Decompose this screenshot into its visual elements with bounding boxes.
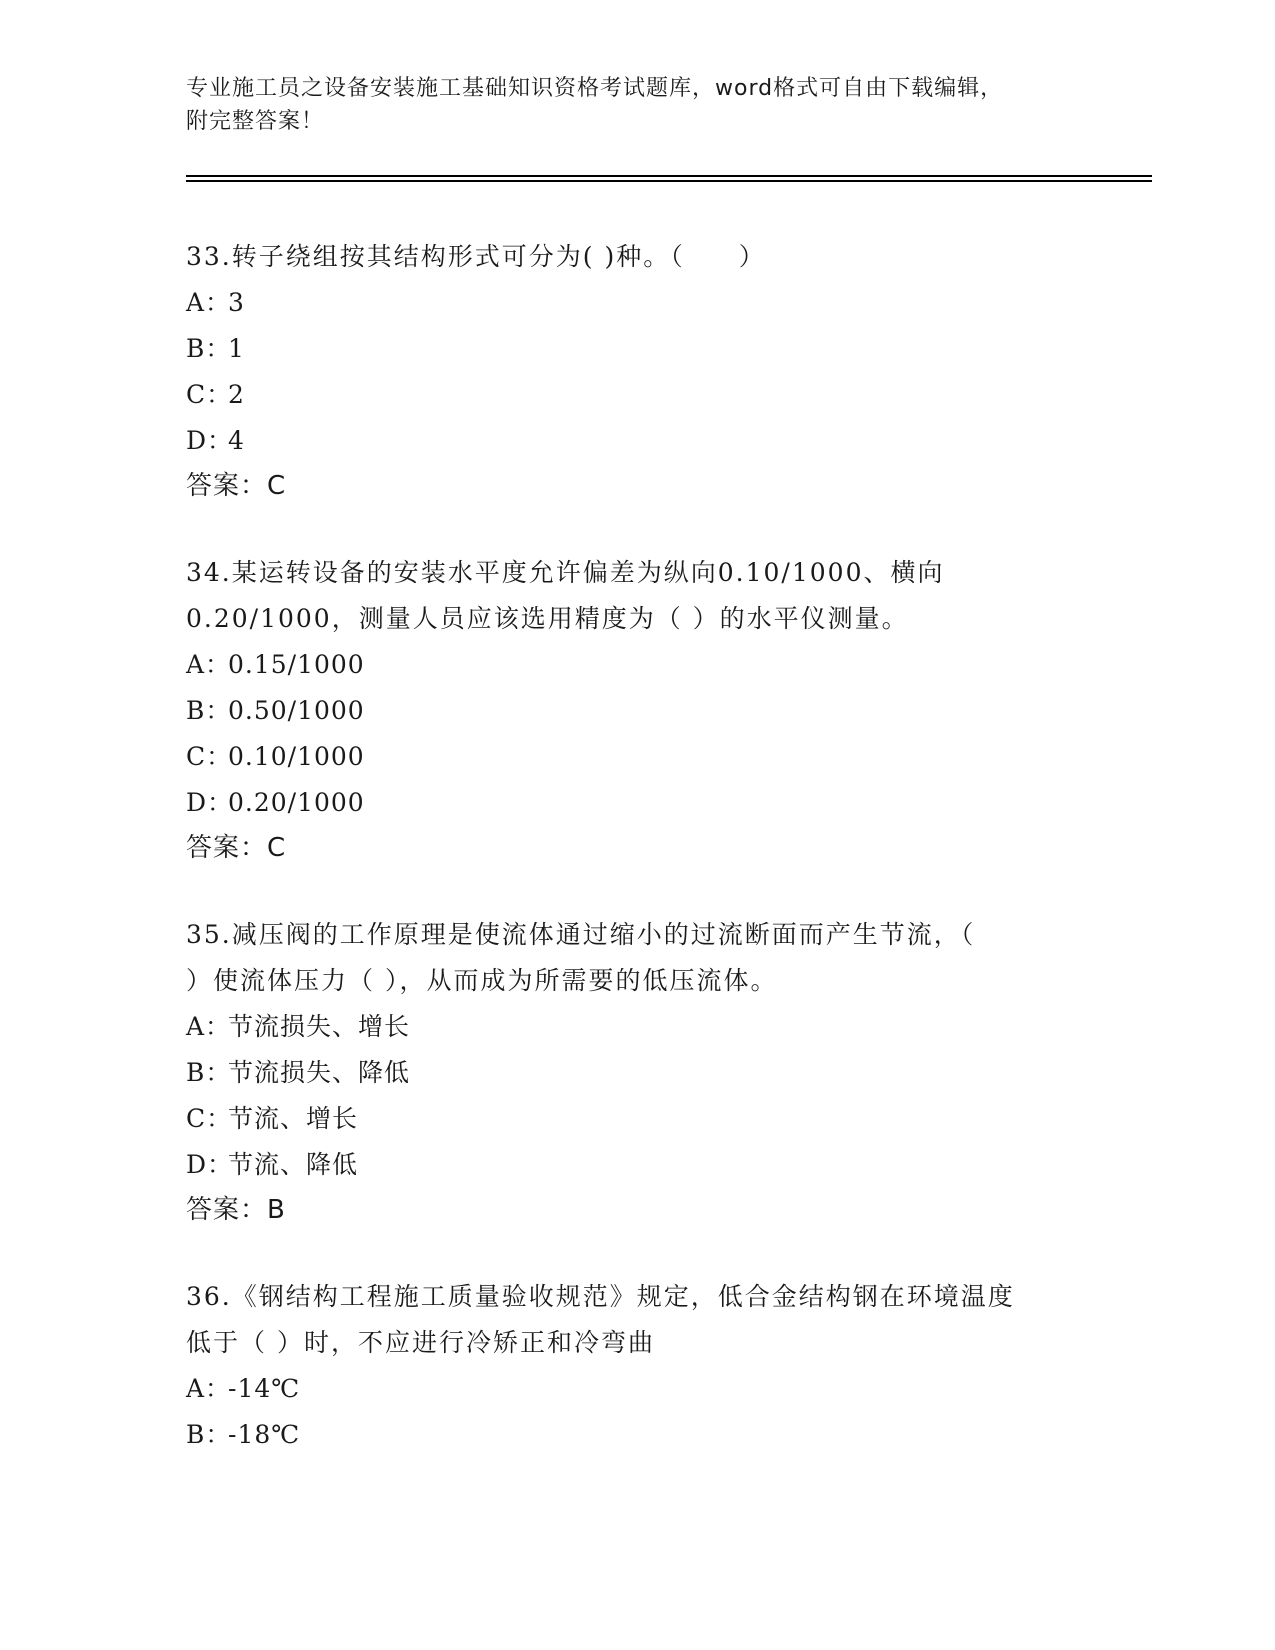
option-a bbox=[186, 642, 1086, 688]
option-text: 节流损失、增长 bbox=[228, 1012, 411, 1041]
question-36 bbox=[186, 1274, 1086, 1458]
option-d bbox=[186, 1142, 1086, 1188]
option-a bbox=[186, 280, 1086, 326]
answer-line: 答案：C bbox=[186, 471, 287, 501]
option-letter: C： bbox=[186, 1104, 233, 1133]
option-d bbox=[186, 418, 1086, 464]
header-line-1: 专业施工员之设备安装施工基础知识资格考试题库，word格式可自由下载编辑， bbox=[186, 76, 1004, 101]
option-text: 节流损失、降低 bbox=[228, 1058, 411, 1087]
question-stem-line-2: 低于（ ）时，不应进行冷矫正和冷弯曲 bbox=[186, 1328, 655, 1357]
option-a bbox=[186, 1004, 1086, 1050]
option-letter: B： bbox=[186, 696, 232, 725]
option-d bbox=[186, 780, 1086, 826]
option-text: 节流、增长 bbox=[228, 1104, 359, 1133]
option-letter: C： bbox=[186, 742, 233, 771]
question-stem-line-1: 36.《钢结构工程施工质量验收规范》规定，低合金结构钢在环境温度 bbox=[186, 1282, 1015, 1311]
question-stem-line-2: ）使流体压力（ ），从而成为所需要的低压流体。 bbox=[186, 966, 778, 995]
option-b bbox=[186, 1050, 1086, 1096]
option-letter: A： bbox=[186, 1374, 232, 1403]
option-a bbox=[186, 1366, 1086, 1412]
document-header bbox=[186, 72, 1086, 138]
option-letter: C： bbox=[186, 380, 233, 409]
header-divider-top bbox=[186, 175, 1152, 177]
answer-line: 答案：C bbox=[186, 833, 287, 863]
option-text: 节流、降低 bbox=[228, 1150, 359, 1179]
option-letter: D： bbox=[186, 426, 234, 455]
option-text: -18℃ bbox=[228, 1420, 301, 1449]
option-text: 3 bbox=[228, 288, 245, 317]
option-b bbox=[186, 326, 1086, 372]
option-b bbox=[186, 1412, 1086, 1458]
option-letter: A： bbox=[186, 1012, 232, 1041]
question-stem-line-1: 34.某运转设备的安装水平度允许偏差为纵向0.10/1000、横向 bbox=[186, 558, 945, 587]
option-text: -14℃ bbox=[228, 1374, 301, 1403]
option-letter: B： bbox=[186, 334, 232, 363]
option-text: 1 bbox=[228, 334, 245, 363]
option-letter: B： bbox=[186, 1058, 232, 1087]
option-letter: A： bbox=[186, 650, 232, 679]
header-divider-bottom bbox=[186, 180, 1152, 182]
option-text: 4 bbox=[228, 426, 245, 455]
option-text: 0.15/1000 bbox=[228, 650, 365, 679]
question-stem-line-1: 35.减压阀的工作原理是使流体通过缩小的过流断面而产生节流，（ bbox=[186, 920, 976, 949]
header-line-2: 附完整答案！ bbox=[186, 109, 325, 134]
option-letter: B： bbox=[186, 1420, 232, 1449]
option-c bbox=[186, 1096, 1086, 1142]
question-34 bbox=[186, 550, 1086, 870]
option-letter: D： bbox=[186, 788, 234, 817]
answer-line: 答案：B bbox=[186, 1195, 286, 1225]
option-text: 0.20/1000 bbox=[228, 788, 365, 817]
question-35 bbox=[186, 912, 1086, 1232]
option-b bbox=[186, 688, 1086, 734]
option-c bbox=[186, 372, 1086, 418]
option-text: 0.50/1000 bbox=[228, 696, 365, 725]
question-list bbox=[186, 234, 1086, 1500]
question-stem: 33.转子绕组按其结构形式可分为( )种。（ ） bbox=[186, 242, 766, 271]
option-letter: A： bbox=[186, 288, 232, 317]
option-letter: D： bbox=[186, 1150, 234, 1179]
option-text: 0.10/1000 bbox=[228, 742, 365, 771]
option-text: 2 bbox=[228, 380, 245, 409]
option-c bbox=[186, 734, 1086, 780]
question-33 bbox=[186, 234, 1086, 508]
question-stem-line-2: 0.20/1000，测量人员应该选用精度为（ ）的水平仪测量。 bbox=[186, 604, 909, 633]
